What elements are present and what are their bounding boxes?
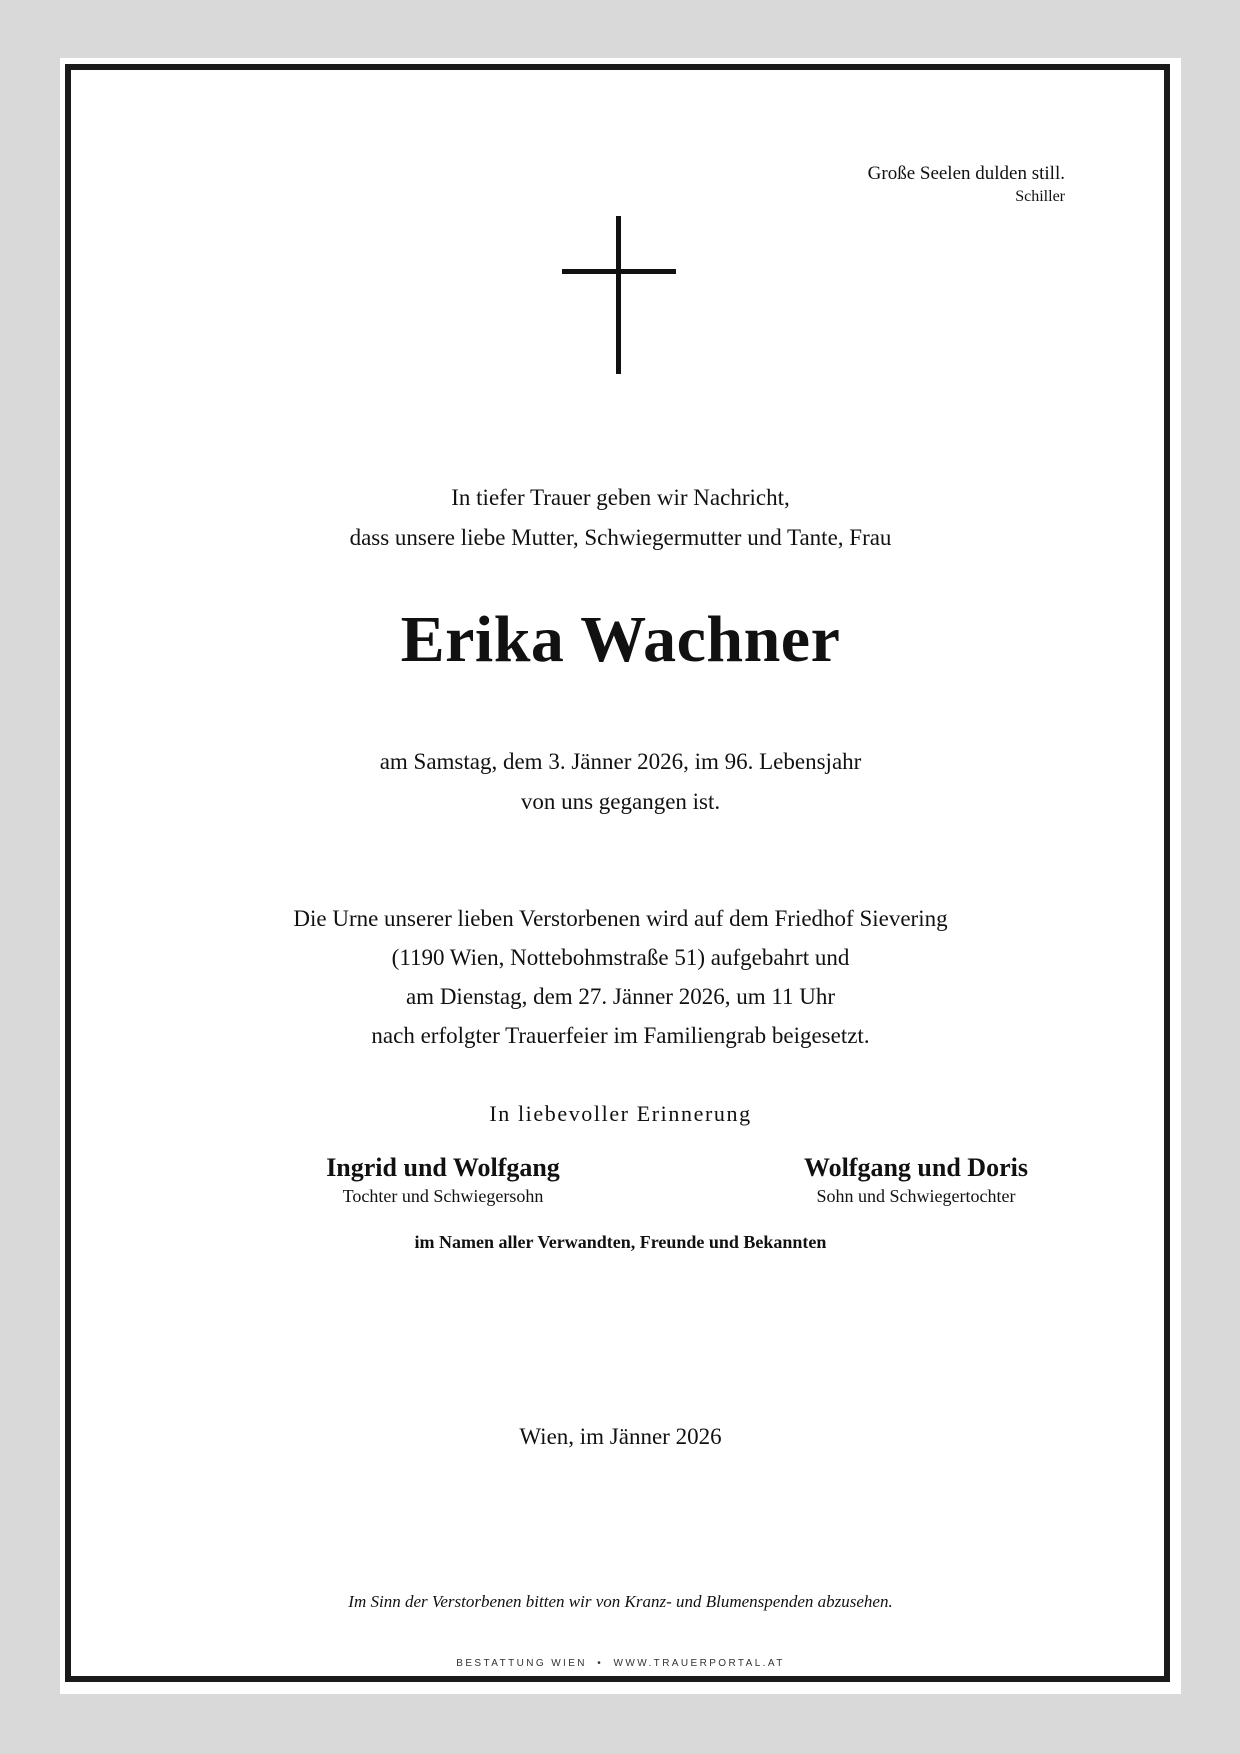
funeral-info-line: Die Urne unserer lieben Verstorbenen wird auf dem Friedhof Sievering [293,906,948,931]
intro-line: dass unsere liebe Mutter, Schwiegermutter und Tante, Frau [349,525,892,550]
donation-request: Im Sinn der Verstorbenen bitten wir von Kranz- und Blumenspenden abzusehen. [348,1592,893,1611]
family-left [293,1152,593,1208]
death-notice-line: am Samstag, dem 3. Jänner 2026, im 96. Lebensjahr [379,749,862,774]
obituary-sheet [60,58,1181,1694]
quote-block [868,162,1065,208]
funeral-info-line: am Dienstag, dem 27. Jänner 2026, um 11 Uhr [405,984,836,1009]
family-role: Sohn und Schwiegertochter [816,1186,1016,1206]
family-role: Tochter und Schwiegersohn [342,1186,544,1206]
cross-icon [562,216,676,374]
family-right [766,1152,1066,1208]
family-name: Wolfgang und Doris [804,1153,1028,1182]
funeral-info-line: nach erfolgter Trauerfeier im Familiengrab beigesetzt. [371,1023,870,1048]
funeral-info-line: (1190 Wien, Nottebohmstraße 51) aufgebahrt und [391,945,850,970]
deceased-name: Erika Wachner [400,603,841,676]
family-name: Ingrid und Wolfgang [326,1153,560,1182]
death-notice [60,742,1181,822]
footer-credit: BESTATTUNG WIEN • WWW.TRAUERPORTAL.AT [456,1658,785,1669]
intro-line: In tiefer Trauer geben wir Nachricht, [451,485,790,510]
death-notice-line: von uns gegangen ist. [520,789,721,814]
intro-text [60,478,1181,558]
on-behalf-text: im Namen aller Verwandten, Freunde und Bekannten [414,1232,827,1252]
funeral-info [60,899,1181,1055]
place-date: Wien, im Jänner 2026 [519,1424,722,1449]
quote-author: Schiller [1015,188,1065,205]
quote-text: Große Seelen dulden still. [867,163,1065,184]
memory-heading: In liebevoller Erinnerung [489,1101,752,1126]
